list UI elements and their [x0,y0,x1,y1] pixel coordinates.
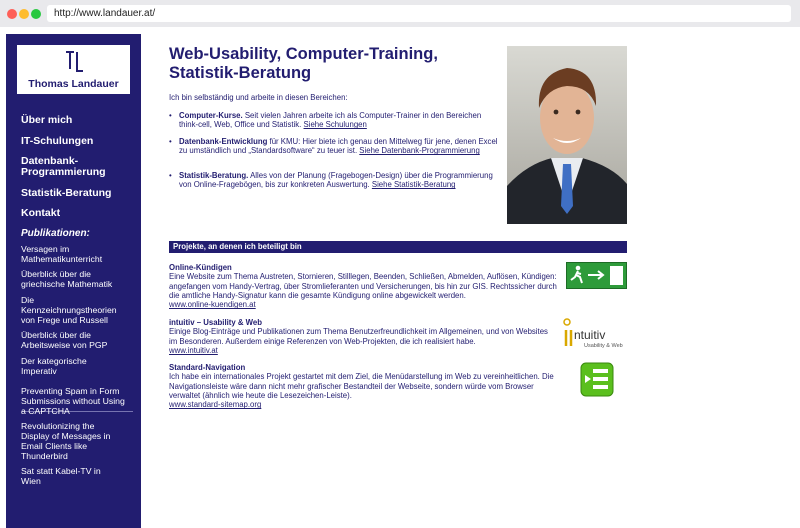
service-item [169,171,499,190]
browser-chrome [0,0,800,27]
project-link[interactable]: www.standard-sitemap.org [169,400,262,410]
portrait-photo [507,46,627,224]
minimize-window-button[interactable] [19,9,29,19]
nav-item-statistics[interactable]: Statistik-Beratung [21,187,112,199]
article-link[interactable]: Revolutionizing the Display of Messages in Email Clients like Thunderbird [21,421,111,461]
sidebar [6,34,141,528]
project-text: Ich habe ein internationales Projekt gestartet mit dem Ziel, die Menüdarstellung im Web zu vereinheitlichen. Die Navigationsleiste wäre dann nicht mehr grafischer Bestandteil der Webseite, sondern würde vom Browser verwaltet (ähnlich wie heute die Lesezeichen-Leiste). [169,372,554,400]
project-title: Standard-Navigation [169,363,246,372]
article-link[interactable]: Sat statt Kabel-TV in Wien [21,466,101,486]
logo-text: Thomas Landauer [28,78,119,90]
sitemap-icon[interactable] [580,362,614,397]
intuitiv-tagline: Usability & Web [584,343,623,349]
logo[interactable] [17,45,130,94]
intuitiv-word: ntuitiv [574,328,606,342]
service-title: Datenbank-Entwicklung [179,137,268,146]
service-text: Alles von der Planung (Fragebogen-Design) über die Programmierung von Online-Fragebögen, bis zur konkreten Auswertung. [179,171,493,190]
address-bar[interactable]: http://www.landauer.at/ [47,5,791,22]
publication-link[interactable]: Überblick über die Arbeitsweise von PGP [21,330,108,350]
publication-link[interactable]: Versagen im Mathematikunterricht [21,244,103,264]
project-link[interactable]: www.intuitiv.at [169,345,218,355]
projects-heading: Projekte, an denen ich beteiligt bin [169,241,627,253]
page-title: Web-Usability, Computer-Training, Statistik-Beratung [169,45,438,82]
publications-heading: Publikationen: [21,228,90,239]
intro-text: Ich bin selbständig und arbeite in diesen Bereichen: [169,93,348,102]
project-title: intuitiv – Usability & Web [169,318,262,327]
nav-item-about[interactable]: Über mich [21,114,73,126]
service-text: Seit vielen Jahren arbeite ich als Computer-Trainer in den Bereichen think-cell, Web, Office und Statistik. [179,111,482,130]
web-page [0,27,800,528]
tl-logo-icon [64,49,84,75]
service-item [169,137,499,156]
project-item [169,263,557,309]
service-link[interactable]: Siehe Datenbank-Programmierung [359,146,480,156]
project-text: Eine Website zum Thema Austreten, Stornieren, Stilllegen, Beenden, Schließen, Abmelden, Auflösen, Kündigen: angefangen vom Handy-Vertrag, über Stromlieferanten und Versicherungen, bis hin zur GIS. Rechtssicher durch die amtliche Handy-Signatur kann die gesamte Kündigung online abgewickelt werden. [169,272,557,300]
intuitiv-logo[interactable] [562,318,628,352]
nav-item-database[interactable]: Datenbank-Programmierung [21,155,106,178]
service-title: Statistik-Beratung. [179,171,249,180]
publication-link[interactable]: Der kategorische Imperativ [21,356,87,376]
service-title: Computer-Kurse. [179,111,243,120]
project-title: Online-Kündigen [169,263,232,272]
project-item [169,363,557,409]
nav-item-contact[interactable]: Kontakt [21,207,61,219]
project-link[interactable]: www.online-kuendigen.at [169,300,256,310]
publication-link[interactable]: Überblick über die griechische Mathematik [21,269,113,289]
close-window-button[interactable] [7,9,17,19]
service-link[interactable]: Siehe Schulungen [303,120,367,130]
service-link[interactable]: Siehe Statistik-Beratung [371,180,456,190]
maximize-window-button[interactable] [31,9,41,19]
project-text: Einige Blog-Einträge und Publikationen zum Thema Benutzerfreundlichkeit im Allgemeinen, und von Websites im Besonderen. Außerdem einige Referenzen von Web-Projekten, die ich realisiert habe. [169,327,548,346]
publication-link[interactable]: Die Kennzeichnungstheorien von Frege und Russell [21,295,117,325]
article-link[interactable]: Preventing Spam in Form Submissions without Using a CAPTCHA [21,386,125,416]
nav-item-it-training[interactable]: IT-Schulungen [21,135,94,147]
exit-sign-icon[interactable] [566,262,627,289]
service-text: für KMU: Hier biete ich genau den Mittelweg für jene, denen Excel zu umständlich und „Standardsoftware“ zu teuer ist. [179,137,498,156]
project-item [169,318,557,355]
service-item [169,111,499,130]
